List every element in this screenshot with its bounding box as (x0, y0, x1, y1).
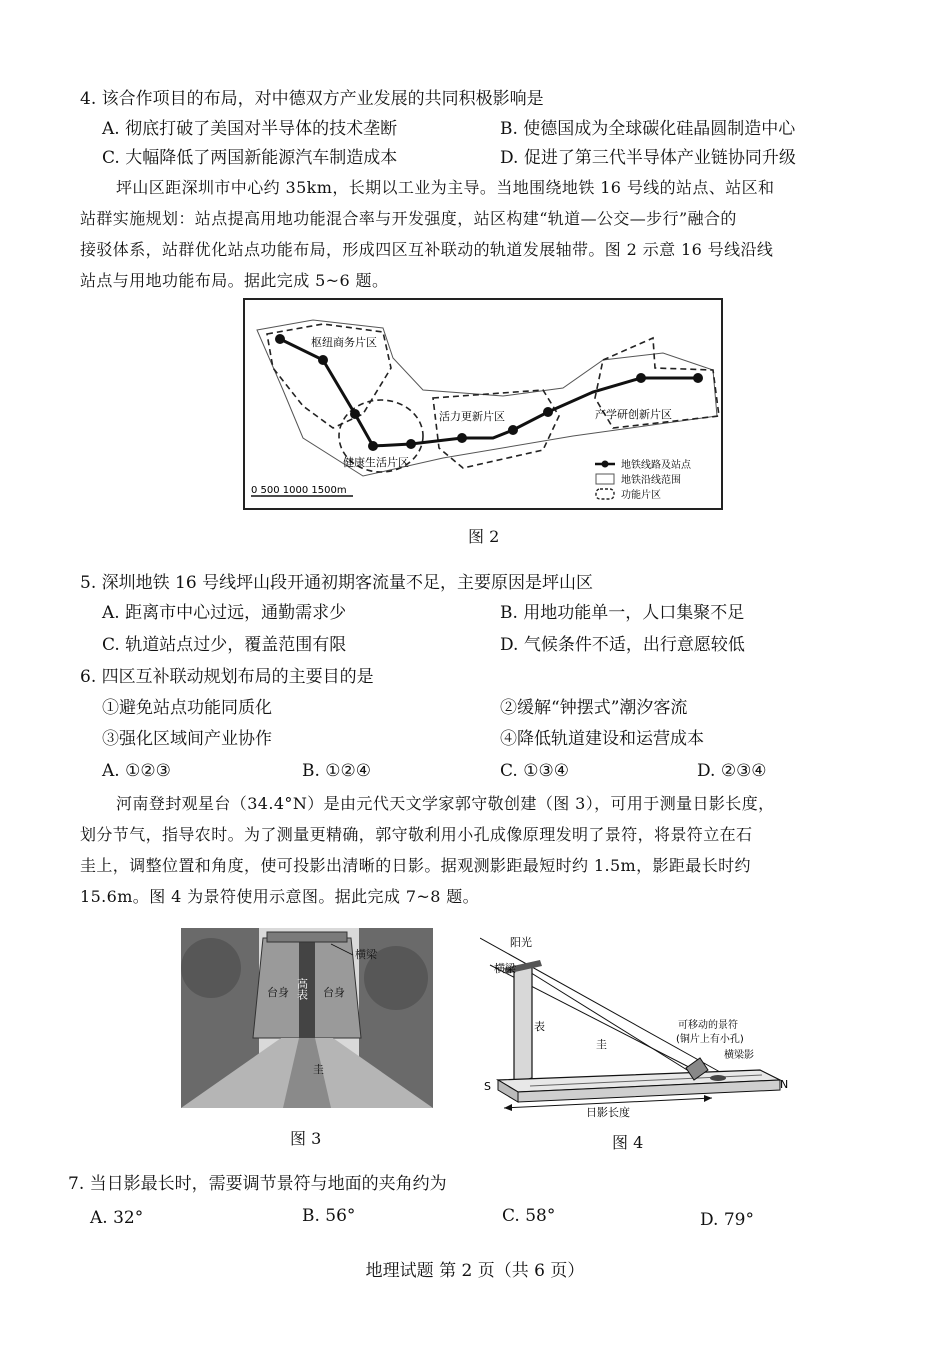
q6-option-d: D. ②③④ (697, 761, 767, 781)
q4-option-d: D. 促进了第三代半导体产业链协同升级 (500, 148, 796, 168)
fig4-sunlight-label: 阳光 (510, 936, 532, 949)
fig4-device-label: 可移动的景符 (678, 1020, 738, 1031)
metro-station (508, 425, 518, 435)
fig3-gui-label: 圭 (313, 1063, 324, 1076)
beam-shadow-mark (710, 1075, 726, 1081)
figure-4-diagram (480, 930, 790, 1120)
metro-station (275, 334, 285, 344)
figure-3-caption: 图 3 (290, 1129, 322, 1148)
q6-item-2: ②缓解“钟摆式”潮汐客流 (500, 698, 688, 718)
figure-2-map (243, 298, 723, 510)
page-footer: 地理试题 第 2 页（共 6 页） (365, 1261, 585, 1281)
fig4-beam-shadow-label: 横梁影 (724, 1050, 754, 1061)
metro-station (543, 407, 553, 417)
fig3-gnomon-label: 高表 (295, 978, 309, 1000)
scale-label: 0 500 1000 1500m (251, 485, 347, 496)
q6-item-4: ④降低轨道建设和运营成本 (500, 729, 704, 749)
metro-station (350, 409, 360, 419)
figure-2-caption: 图 2 (468, 527, 500, 546)
metro-station (636, 373, 646, 383)
zone-vitality-label: 活力更新片区 (439, 410, 505, 423)
figure-4-caption: 图 4 (612, 1133, 644, 1152)
passage1-line2: 站群实施规划：站点提高用地功能混合率与开发强度，站区构建“轨道—公交—步行”融合的 (80, 209, 737, 228)
q6-item-3: ③强化区域间产业协作 (102, 729, 272, 749)
q7-option-a: A. 32° (90, 1208, 144, 1228)
q5-option-a: A. 距离市中心过远，通勤需求少 (102, 603, 347, 623)
arrow-head-left (504, 1104, 512, 1111)
q4-option-b: B. 使德国成为全球碳化硅晶圆制造中心 (500, 119, 796, 139)
metro-station (406, 439, 416, 449)
q6-item-1: ①避免站点功能同质化 (102, 698, 272, 718)
fig4-gui-label: 圭 (596, 1038, 607, 1051)
zone-hub-label: 枢纽商务片区 (311, 336, 377, 349)
arrow-head-right (704, 1095, 712, 1102)
q7-option-c: C. 58° (502, 1206, 556, 1226)
sun-ray-beam (520, 966, 700, 1078)
fig4-south-label: S (484, 1080, 491, 1093)
q4-stem: 4. 该合作项目的布局，对中德双方产业发展的共同积极影响是 (80, 89, 544, 109)
gnomon (514, 964, 532, 1084)
fig3-body-left-label: 台身 (267, 986, 289, 999)
q7-stem: 7. 当日影最长时，需要调节景符与地面的夹角约为 (68, 1174, 447, 1194)
q5-option-d: D. 气候条件不适，出行意愿较低 (500, 635, 745, 655)
legend-metro-label: 地铁线路及站点 (621, 460, 691, 471)
q7-option-d: D. 79° (700, 1210, 754, 1230)
zone-research-label: 产学研创新片区 (595, 408, 672, 421)
tree-canopy (181, 938, 241, 998)
q5-option-b: B. 用地功能单一，人口集聚不足 (500, 603, 745, 623)
passage1-line1: 坪山区距深圳市中心约 35km，长期以工业为主导。当地围绕地铁 16 号线的站点、站区和 (116, 178, 775, 197)
fig4-device-note: (铜片上有小孔) (676, 1034, 744, 1045)
q6-option-c: C. ①③④ (500, 761, 569, 781)
q5-option-c: C. 轨道站点过少，覆盖范围有限 (102, 635, 347, 655)
metro-station (457, 433, 467, 443)
passage2-line4: 15.6m。图 4 为景符使用示意图。据此完成 7~8 题。 (80, 887, 480, 906)
q4-option-c: C. 大幅降低了两国新能源汽车制造成本 (102, 148, 398, 168)
fig4-beam-label: 横梁 (494, 962, 516, 975)
q6-option-a: A. ①②③ (102, 761, 171, 781)
fig4-shadow-length-label: 日影长度 (586, 1106, 630, 1119)
passage2-line2: 划分节气，指导农时。为了测量更精确，郭守敬利用小孔成像原理发明了景符，将景符立在石 (80, 825, 753, 844)
q4-option-a: A. 彻底打破了美国对半导体的技术垄断 (102, 119, 398, 139)
passage1-line4: 站点与用地功能布局。据此完成 5~6 题。 (80, 271, 389, 290)
figure-3-photo (181, 928, 433, 1108)
q5-stem: 5. 深圳地铁 16 号线坪山段开通初期客流量不足，主要原因是坪山区 (80, 573, 594, 593)
zone-health-label: 健康生活片区 (343, 456, 409, 469)
legend-range-label: 地铁沿线范围 (621, 475, 681, 486)
tower-top (267, 932, 347, 942)
q6-stem: 6. 四区互补联动规划布局的主要目的是 (80, 667, 374, 687)
metro-station (368, 441, 378, 451)
passage2-line1: 河南登封观星台（34.4°N）是由元代天文学家郭守敬创建（图 3），可用于测量日影长度， (116, 794, 775, 813)
fig4-gnomon-label: 表 (534, 1020, 545, 1033)
legend-zone-label: 功能片区 (621, 490, 661, 501)
metro-station (318, 355, 328, 365)
passage1-line3: 接驳体系，站群优化站点功能布局，形成四区互补联动的轨道发展轴带。图 2 示意 16 号线沿线 (80, 240, 774, 259)
legend-metro-dot (602, 461, 609, 468)
passage2-line3: 圭上，调整位置和角度，使可投影出清晰的日影。据观测影距最短时约 1.5m，影距最长时约 (80, 856, 751, 875)
fig4-north-label: N (780, 1078, 789, 1091)
q6-option-b: B. ①②④ (302, 761, 372, 781)
metro-station (693, 373, 703, 383)
fig3-body-right-label: 台身 (323, 986, 345, 999)
q7-option-b: B. 56° (302, 1206, 356, 1226)
fig3-beam-label: 横梁 (355, 948, 377, 961)
